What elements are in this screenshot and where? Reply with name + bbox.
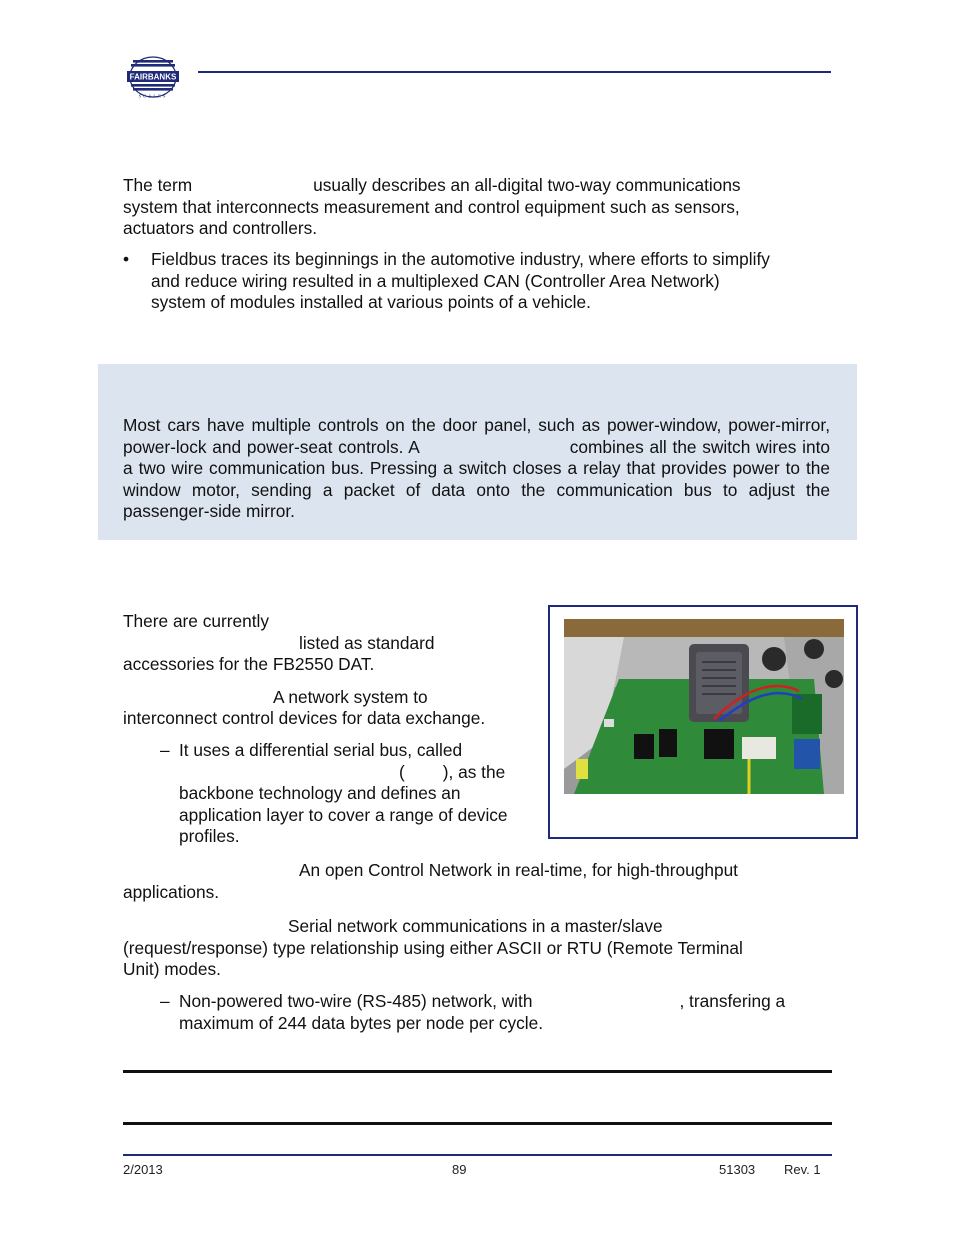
dash2-line-1b: , transfering a: [679, 991, 786, 1011]
circuit-board-photo: [564, 619, 844, 794]
intro-line-3: actuators and controllers.: [123, 218, 318, 239]
canopen-detail: [160, 740, 540, 850]
header-rule: [198, 71, 831, 73]
section-line-2-text: listed as standard: [299, 632, 435, 653]
logo-subtext: SCALES: [138, 93, 168, 99]
intro-line-1: [123, 175, 823, 197]
intro-line-1b: usually describes an all-digital two-way communications: [313, 175, 741, 195]
footer-date: 2/2013: [123, 1162, 163, 1177]
section-line-2: [123, 633, 543, 655]
section-paragraph: [123, 611, 543, 730]
intro-paragraph: [123, 175, 823, 240]
section-line-1: There are currently: [123, 611, 269, 631]
para2-line-1: [123, 860, 823, 882]
para2-line-1-text: An open Control Network in real-time, for high-throughput: [299, 860, 738, 880]
callout-text: [123, 415, 830, 523]
section-line-5: interconnect control devices for data exchange.: [123, 708, 486, 729]
footer-page-number: 89: [452, 1162, 467, 1177]
callout-text-2: combines all the switch wires into a two wire communication bus. Pressing a switch closes a relay that provides power to the window motor, sending a packet of data onto the communication bus to adjust the passenger-side mirror.: [123, 436, 830, 522]
para3-line-2: (request/response) type relationship using either ASCII or RTU (Remote Terminal: [123, 937, 743, 958]
dash1-paren-open: (: [399, 761, 405, 782]
section-divider-bottom: [123, 1122, 832, 1125]
intro-line-2: system that interconnects measurement and control equipment such as sensors,: [123, 196, 740, 217]
bullet-line-3: system of modules installed at various points of a vehicle.: [151, 292, 591, 313]
photo-frame: [548, 605, 858, 839]
footer-doc-number: 51303: [719, 1162, 756, 1177]
modbus-paragraph: [123, 916, 833, 981]
section-line-4: [123, 687, 543, 709]
para3-line-1: [123, 916, 833, 938]
dash2-line-1a: Non-powered two-wire (RS-485) network, with: [179, 991, 533, 1011]
dash-mark-2: –: [160, 991, 170, 1011]
network-paragraph: [123, 860, 823, 903]
bullet-mark: •: [123, 249, 130, 269]
dash1-line-1: It uses a differential serial bus, called: [179, 740, 463, 760]
rs485-detail: [160, 991, 830, 1035]
dash1-line-3: backbone technology and defines an: [179, 783, 461, 804]
callout-text-1: Most cars have multiple controls on the door panel, such as power-window, power-mirror, power-lock and power-seat controls. A: [123, 415, 830, 457]
bullet-line-2: and reduce wiring resulted in a multiplexed CAN (Controller Area Network): [151, 270, 720, 291]
intro-line-1a: The term: [123, 175, 193, 195]
bullet-line-1: Fieldbus traces its beginnings in the automotive industry, where efforts to simplify: [151, 249, 770, 269]
section-line-4-text: A network system to: [273, 686, 428, 707]
dash-mark-1: –: [160, 740, 170, 760]
fairbanks-logo: [124, 54, 182, 100]
section-line-3: accessories for the FB2550 DAT.: [123, 654, 375, 675]
logo-text: FAIRBANKS: [129, 72, 177, 82]
para3-line-3: Unit) modes.: [123, 959, 221, 980]
section-divider-top: [123, 1070, 832, 1073]
fieldbus-bullet: [123, 249, 833, 315]
para2-line-2: applications.: [123, 881, 220, 902]
dash1-line-4: application layer to cover a range of device: [179, 804, 508, 825]
dash1-line-5: profiles.: [179, 826, 240, 847]
footer-revision: Rev. 1: [784, 1162, 821, 1177]
dash2-line-1: [179, 991, 829, 1013]
example-callout: [98, 364, 857, 540]
footer-rule: [123, 1154, 832, 1156]
dash2-line-2: maximum of 244 data bytes per node per cycle.: [179, 1012, 544, 1033]
para3-line-1-text: Serial network communications in a master/slave: [288, 916, 663, 936]
dash1-line-2: [179, 762, 539, 784]
dash1-paren-close: ), as the: [442, 761, 506, 782]
